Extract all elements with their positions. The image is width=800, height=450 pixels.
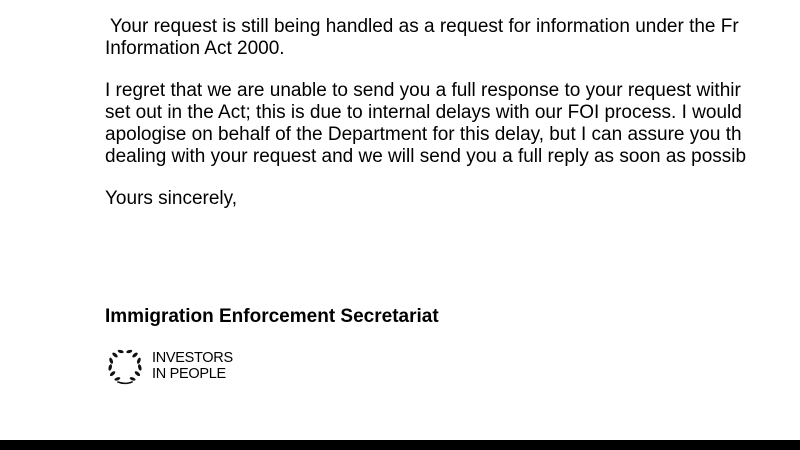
laurel-wreath-icon: [104, 345, 146, 387]
text-line: Information Act 2000.: [105, 38, 285, 59]
investors-in-people-logo: [104, 344, 233, 388]
signoff: Yours sincerely,: [105, 188, 238, 209]
paragraph-request-status: [105, 16, 800, 60]
page-bottom-border: [0, 440, 800, 450]
logo-line-in-people: IN PEOPLE: [152, 366, 226, 382]
text-line: apologise on behalf of the Department for this delay, but I can assure you th: [105, 124, 742, 145]
text-line: dealing with your request and we will send you a full reply as soon as possib: [105, 146, 747, 167]
text-line: Your request is still being handled as a request for information under the Fr: [105, 16, 739, 37]
letter-body: [105, 16, 800, 210]
text-line: set out in the Act; this is due to internal delays with our FOI process. I would: [105, 102, 742, 123]
logo-line-investors: INVESTORS: [152, 350, 233, 366]
paragraph-delay-apology: [105, 80, 800, 168]
text-line: I regret that we are unable to send you a full response to your request withir: [105, 80, 741, 101]
signature-department: Immigration Enforcement Secretariat: [105, 306, 439, 327]
logo-wordmark: [152, 350, 233, 382]
